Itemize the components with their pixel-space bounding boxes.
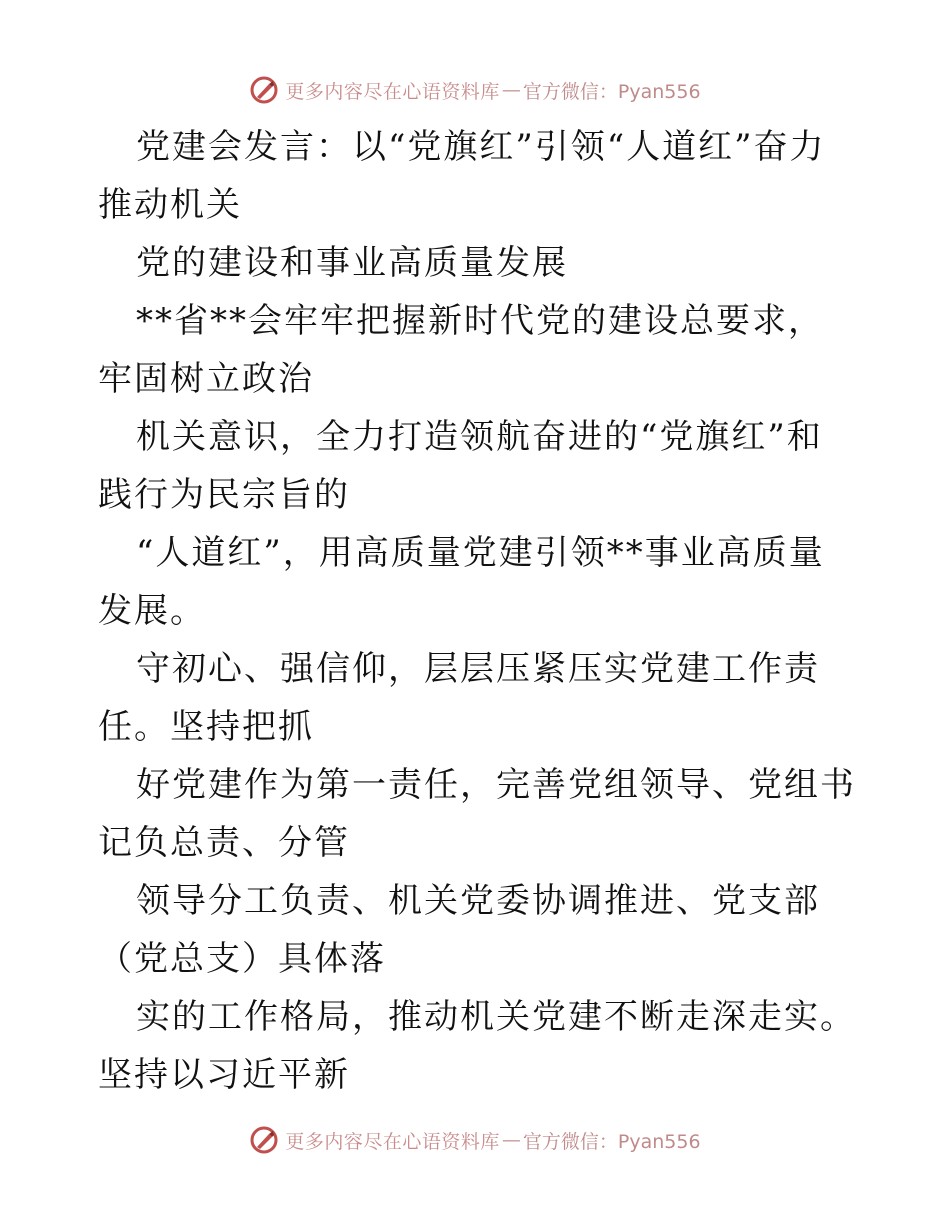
paragraph: 好党建作为第一责任，完善党组领导、党组书记负总责、分管 xyxy=(98,765,856,863)
watermark-wechat-text: 官方微信：Pyan556 xyxy=(522,1130,701,1153)
pen-circle-logo-icon xyxy=(249,1125,279,1155)
paragraph: 党的建设和事业高质量发展 xyxy=(136,243,568,283)
paragraph: **省**会牢牢把握新时代党的建设总要求，牢固树立政治 xyxy=(98,301,824,399)
watermark-separator: — xyxy=(501,79,521,101)
paragraph: 机关意识，全力打造领航奋进的“党旗红”和践行为民宗旨的 xyxy=(98,417,823,515)
watermark-separator: — xyxy=(501,1129,521,1151)
pen-circle-logo-icon xyxy=(249,75,279,105)
watermark-site-text: 更多内容尽在心语资料库 xyxy=(285,1130,500,1153)
paragraph: “人道红”，用高质量党建引领**事业高质量发展。 xyxy=(98,533,825,631)
document-body xyxy=(98,118,858,1104)
watermark-site-text: 更多内容尽在心语资料库 xyxy=(285,80,500,103)
paragraph: 党建会发言：以“党旗红”引领“人道红”奋力推动机关 xyxy=(98,127,826,225)
header-watermark xyxy=(0,70,950,110)
paragraph: 实的工作格局，推动机关党建不断走深走实。坚持以习近平新 xyxy=(98,997,856,1095)
watermark-wechat-text: 官方微信：Pyan556 xyxy=(522,80,701,103)
paragraph: 守初心、强信仰，层层压紧压实党建工作责任。坚持把抓 xyxy=(98,649,820,747)
paragraph: 领导分工负责、机关党委协调推进、党支部（党总支）具体落 xyxy=(98,881,820,979)
footer-watermark xyxy=(0,1120,950,1160)
